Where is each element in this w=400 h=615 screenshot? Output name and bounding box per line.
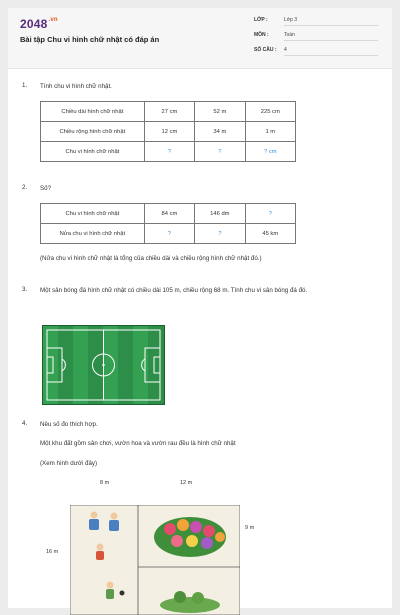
- q2-note: (Nửa chu vi hình chữ nhật là tổng của chiều dài và chiều rộng hình chữ nhật đó.): [40, 255, 262, 262]
- question-number: 1.: [22, 82, 28, 89]
- table-cell: 146 dm: [195, 204, 245, 224]
- question-text: Tính chu vi hình chữ nhật.: [40, 83, 112, 90]
- q2-table: [40, 203, 296, 244]
- table-row: [41, 122, 296, 142]
- flower-garden-icon: [154, 517, 226, 557]
- table-row: [41, 142, 296, 162]
- table-cell: Chu vi hình chữ nhật: [41, 204, 145, 224]
- dim-top-left: 8 m: [100, 480, 110, 486]
- question-number: 2.: [22, 184, 28, 191]
- table-cell: Chu vi hình chữ nhật: [41, 142, 145, 162]
- meta-label: MÔN :: [254, 32, 269, 38]
- table-row: [41, 102, 296, 122]
- meta-label: LỚP :: [254, 17, 268, 23]
- table-cell: 45 km: [245, 224, 295, 244]
- answer-blank[interactable]: ?: [195, 142, 245, 162]
- table-cell: 52 m: [195, 102, 245, 122]
- worksheet-title: Bài tập Chu vi hình chữ nhật có đáp án: [20, 35, 160, 44]
- question-text: Nêu số đo thích hợp.: [40, 421, 98, 428]
- q4-hint: (Xem hình dưới đây): [40, 460, 98, 467]
- football-field-image: [42, 325, 165, 405]
- land-plot-figure: [70, 505, 240, 615]
- q1-table: [40, 101, 296, 162]
- dim-right: 9 m: [245, 525, 255, 531]
- meta-value: Toán: [284, 32, 378, 41]
- question-number: 4.: [22, 420, 28, 427]
- table-cell: 1 m: [245, 122, 295, 142]
- table-row: [41, 204, 296, 224]
- answer-blank[interactable]: ?: [195, 224, 245, 244]
- table-cell: 27 cm: [144, 102, 194, 122]
- answer-blank[interactable]: ?: [245, 204, 295, 224]
- worksheet-page: [8, 8, 392, 608]
- answer-blank[interactable]: ? cm: [245, 142, 295, 162]
- q4-description: Một khu đất gồm sân chơi, vườn hoa và vườn rau đều là hình chữ nhật: [40, 440, 236, 447]
- table-cell: 84 cm: [144, 204, 194, 224]
- site-logo[interactable]: $2048^{.vn}$: [20, 17, 58, 31]
- table-cell: Chiều dài hình chữ nhật: [41, 102, 145, 122]
- dim-left: 16 m: [46, 549, 59, 555]
- table-cell: 225 cm: [245, 102, 295, 122]
- meta-value: Lớp 3: [284, 17, 378, 26]
- answer-blank[interactable]: ?: [144, 142, 194, 162]
- football-field-drawing: [43, 326, 164, 404]
- question-text: Một sân bóng đá hình chữ nhật có chiều dài 105 m, chiều rộng 68 m. Tính chu vi sân bóng đá đó.: [40, 287, 308, 294]
- table-cell: Nửa chu vi hình chữ nhật: [41, 224, 145, 244]
- meta-label: SỐ CÂU :: [254, 47, 277, 53]
- table-cell: 34 m: [195, 122, 245, 142]
- question-number: 3.: [22, 286, 28, 293]
- answer-blank[interactable]: ?: [144, 224, 194, 244]
- meta-value: 4: [284, 47, 378, 56]
- table-row: [41, 224, 296, 244]
- table-cell: Chiều rộng hình chữ nhật: [41, 122, 145, 142]
- question-text: Số?: [40, 185, 52, 192]
- dim-top-right: 12 m: [180, 480, 193, 486]
- table-cell: 12 cm: [144, 122, 194, 142]
- worksheet-header: [8, 8, 392, 69]
